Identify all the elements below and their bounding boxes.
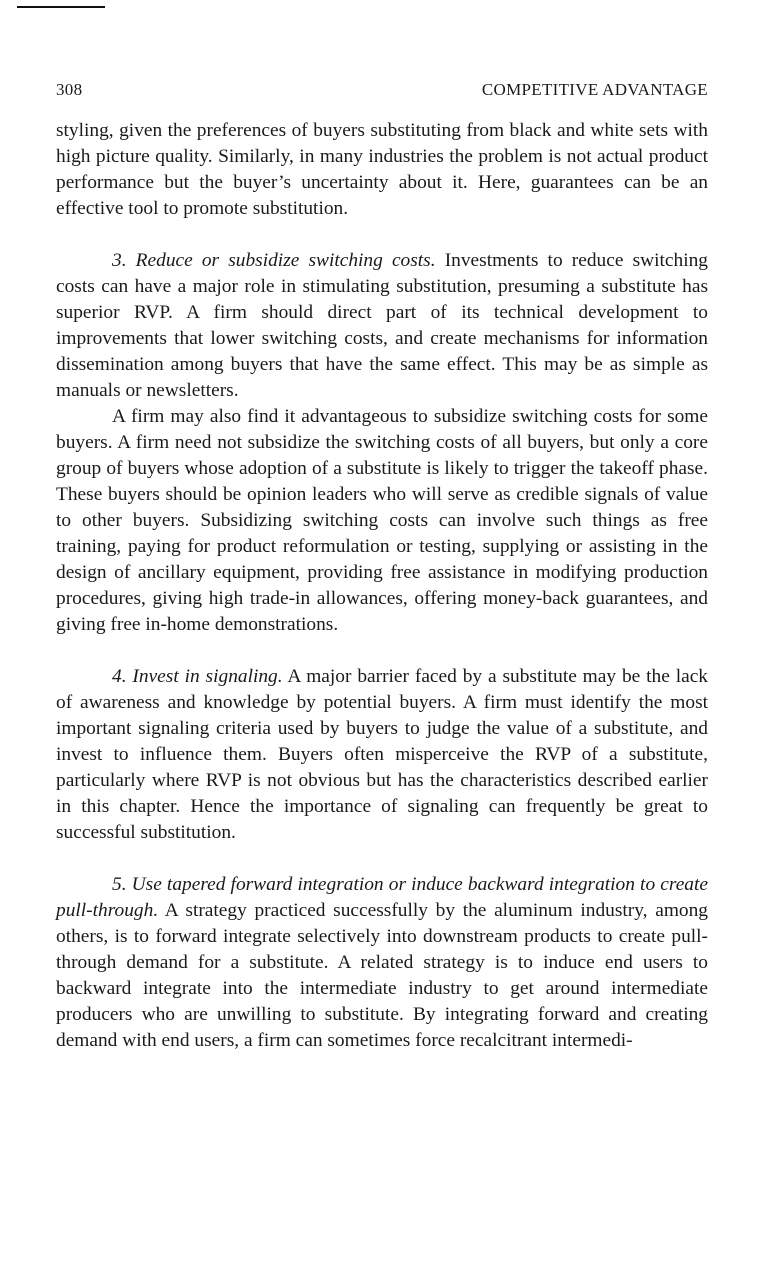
item-heading: 3. Reduce or subsidize switching costs.	[112, 250, 436, 271]
top-rule	[17, 6, 105, 8]
body-text	[56, 118, 708, 1054]
paragraph-text: Investments to reduce switching costs can have a major role in stimulating substitution, presuming a substitute has superior RVP. A firm should direct part of its technical development to improvements that lower switching costs, and create mechanisms for information dissemination among buyers that have the same effect. This may be as simple as manuals or newsletters.	[56, 250, 708, 401]
paragraph-text: A major barrier faced by a substitute may be the lack of awareness and knowledge by potential buyers. A firm must identify the most important signaling criteria used by buyers to judge the value of a substitute, and invest to influence them. Buyers often misperceive the RVP of a substitute, particularly where RVP is not obvious but has the characteristics described earlier in this chapter. Hence the importance of signaling can frequently be great to successful substitution.	[56, 666, 708, 843]
paragraph-subsidize	[56, 404, 708, 638]
paragraph-continuation	[56, 118, 708, 222]
paragraph-text: styling, given the preferences of buyers substituting from black and white sets with high picture quality. Similarly, in many industries the problem is not actual product performance but the buyer’s uncertainty about it. Here, guarantees can be an effective tool to promote substitution.	[56, 120, 708, 219]
paragraph-signaling	[56, 664, 708, 846]
paragraph-switching-costs	[56, 248, 708, 404]
paragraph-integration	[56, 872, 708, 1054]
paragraph-text: A firm may also find it advantageous to subsidize switching costs for some buyers. A firm need not subsidize the switching costs of all buyers, but only a core group of buyers whose adoption of a substitute is likely to trigger the takeoff phase. These buyers should be opinion leaders who will serve as credible signals of value to other buyers. Subsidizing switching costs can involve such things as free training, paying for product reformulation or testing, supplying or assisting in the design of ancillary equipment, providing free assistance in modifying production procedures, giving high trade-in allowances, offering money-back guarantees, and giving free in-home demonstrations.	[56, 406, 708, 635]
running-head: COMPETITIVE ADVANTAGE	[481, 80, 708, 99]
paragraph-text: A strategy practiced successfully by the aluminum industry, among others, is to forward integrate selectively into downstream products to create pull-through demand for a substitute. A related strategy is to induce end users to backward integrate into the intermediate industry to get around intermediate producers who are unwilling to substitute. By integrating forward and creating demand with end users, a firm can sometimes force recalcitrant intermedi-	[56, 900, 708, 1051]
item-heading: 5. Use tapered forward integration or induce backward integration to create pull-through.	[56, 874, 708, 921]
page-number: 308	[56, 80, 83, 99]
item-heading: 4. Invest in signaling.	[112, 666, 283, 687]
